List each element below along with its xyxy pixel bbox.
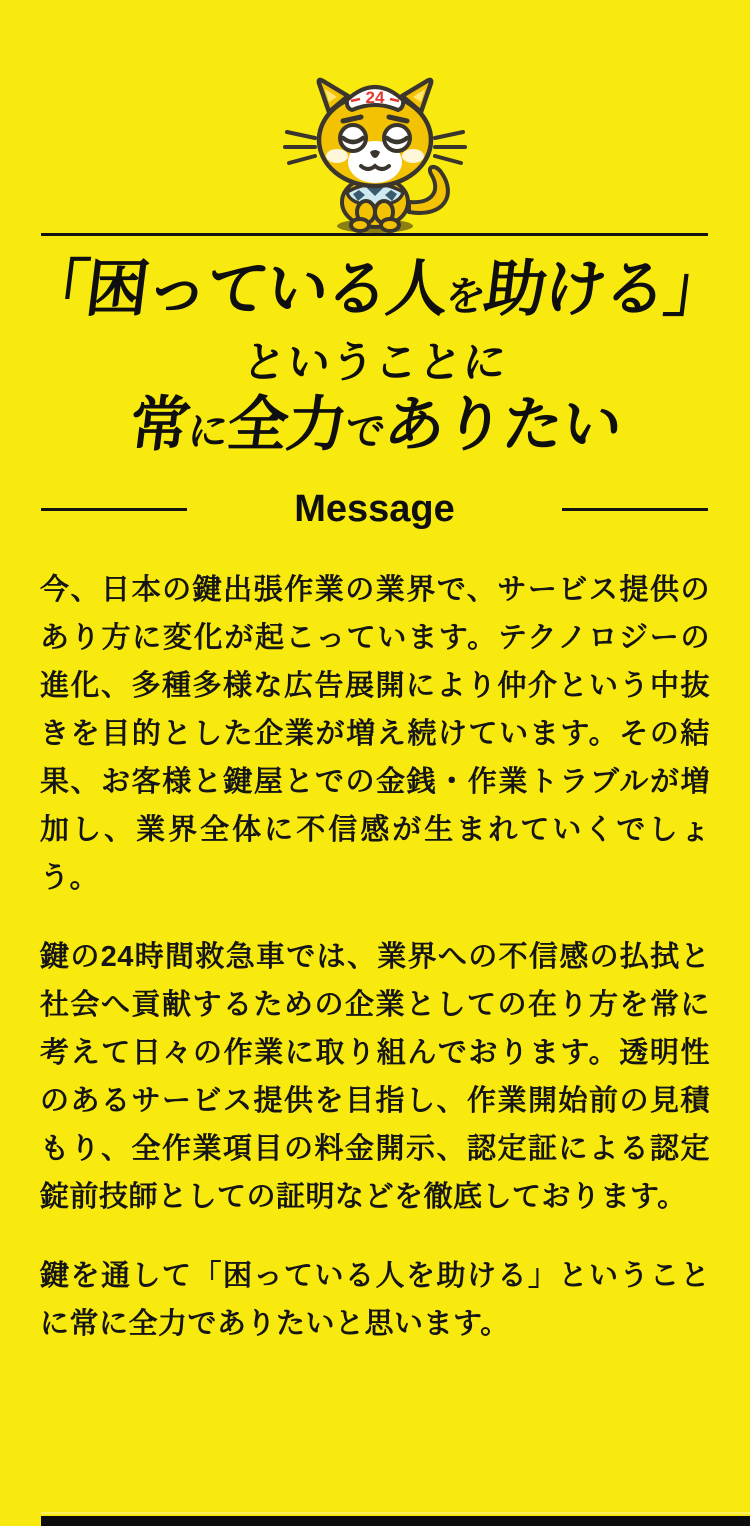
section-label: Message [294,487,455,530]
page-title [0,250,750,468]
cat-mascot-icon [263,76,487,236]
top-divider [41,233,708,236]
message-right-rule [562,508,708,511]
svg-text:24: 24 [365,88,385,107]
headline-line-3: 常に全力でありたい [125,391,626,458]
paragraph-1: 今、日本の鍵出張作業の業界で、サービス提供のあり方に変化が起こっています。テクノロジーの進化、多種多様な広告展開により仲介という中抜きを目的とした企業が増え続けています。その結果、お客様と鍵屋とでの金銭・作業トラブルが増加し、業界全体に不信感が生まれていくでしょう。 [40,574,710,894]
paragraph-3: 鍵を通して「困っている人を助ける」ということに常に全力でありたいと思います。 [40,1260,710,1340]
bottom-section-divider [41,1516,750,1526]
section-heading [41,486,708,532]
headline-line-1: 「困っている人を助ける」 [22,255,729,324]
paragraph-2: 鍵の24時間救急車では、業界への不信感の払拭と社会へ貢献するための企業としての在り方を常に考えて日々の作業に取り組んでおります。透明性のあるサービス提供を目指し、作業開始前の見積もり、全作業項目の料金開示、認定証による認定錠前技師としての証明などを徹底しております。 [40,941,710,1213]
headline-line-2: ということに [240,339,510,387]
message-body [40,566,710,1348]
message-left-rule [41,508,187,511]
bottom-section-highlight [41,1512,750,1514]
